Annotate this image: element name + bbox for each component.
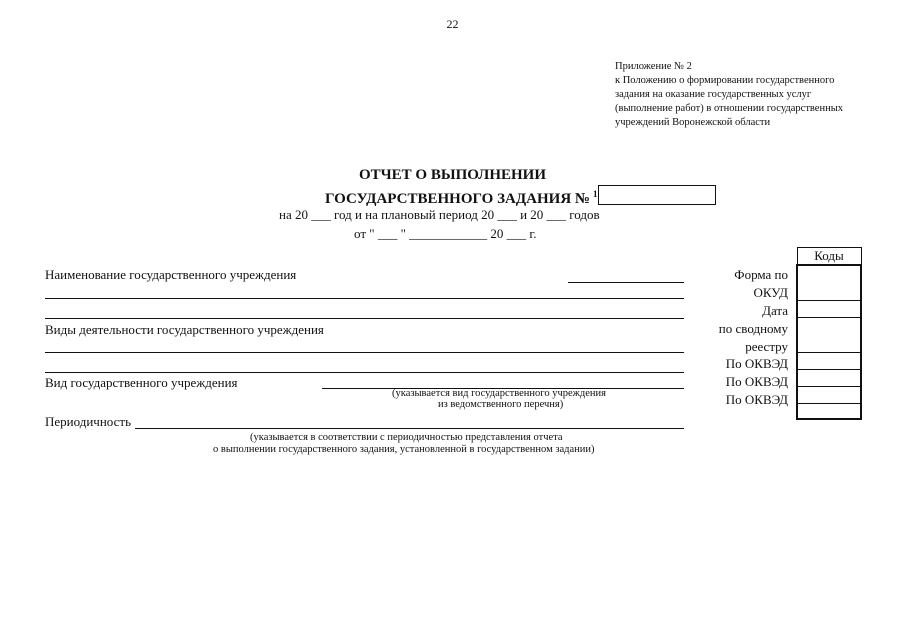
- extra-code-cell[interactable]: [797, 404, 861, 420]
- activity-types-line-1[interactable]: [45, 352, 684, 353]
- institution-type-note-1: (указывается вид государственного учреждения: [392, 388, 606, 399]
- institution-type-label: Вид государственного учреждения: [45, 375, 238, 390]
- appendix-line: учреждений Воронежской области: [615, 117, 771, 128]
- registry-label-2: реестру: [745, 339, 788, 354]
- registry-code-cell[interactable]: [797, 318, 861, 353]
- codes-table: [796, 247, 862, 420]
- report-period: на 20 ___ год и на плановый период 20 ___ и 20 ___ годов: [279, 207, 600, 222]
- okved-code-cell-1[interactable]: [797, 353, 861, 370]
- date-code-cell[interactable]: [797, 301, 861, 318]
- okud-code-cell[interactable]: [797, 265, 861, 301]
- appendix-line: к Положению о формировании государственного: [615, 75, 835, 86]
- report-date: от " ___ " ____________ 20 ___ г.: [354, 226, 537, 241]
- okved-label-3: По ОКВЭД: [725, 392, 788, 407]
- okved-label-2: По ОКВЭД: [725, 374, 788, 389]
- activity-types-line-2[interactable]: [45, 372, 684, 373]
- institution-name-line-3[interactable]: [45, 318, 684, 319]
- report-title: ОТЧЕТ О ВЫПОЛНЕНИИ: [358, 167, 547, 183]
- okved-code-cell-2[interactable]: [797, 370, 861, 387]
- periodicity-input-line[interactable]: [135, 428, 684, 429]
- page-number: 22: [446, 17, 459, 31]
- date-label: Дата: [762, 303, 788, 318]
- footnote-marker: 1: [592, 189, 598, 199]
- report-number-field[interactable]: [598, 185, 716, 205]
- institution-name-label: Наименование государственного учреждения: [45, 267, 297, 282]
- institution-name-line-2[interactable]: [45, 298, 684, 299]
- appendix-line: задания на оказание государственных услуг: [615, 89, 812, 100]
- okud-label-2: ОКУД: [753, 285, 788, 300]
- report-subtitle-text: ГОСУДАРСТВЕННОГО ЗАДАНИЯ №: [325, 191, 590, 207]
- appendix-line: Приложение № 2: [615, 61, 692, 72]
- okud-label-1: Форма по: [734, 267, 788, 282]
- periodicity-note-1: (указывается в соответствии с периодичностью представления отчета: [250, 432, 563, 443]
- periodicity-note-2: о выполнении государственного задания, установленной в государственном задании): [213, 444, 595, 455]
- registry-label-1: по сводному: [718, 321, 788, 336]
- appendix-line: (выполнение работ) в отношении государственных: [615, 103, 844, 114]
- okved-label-1: По ОКВЭД: [725, 356, 788, 371]
- appendix-note: [615, 60, 843, 130]
- periodicity-label: Периодичность: [45, 414, 132, 429]
- activity-types-label: Виды деятельности государственного учреждения: [45, 322, 324, 337]
- institution-type-note-2: из ведомственного перечня): [438, 399, 564, 410]
- okved-code-cell-3[interactable]: [797, 387, 861, 404]
- codes-header: Коды: [797, 248, 861, 266]
- institution-name-input-line[interactable]: [568, 282, 684, 283]
